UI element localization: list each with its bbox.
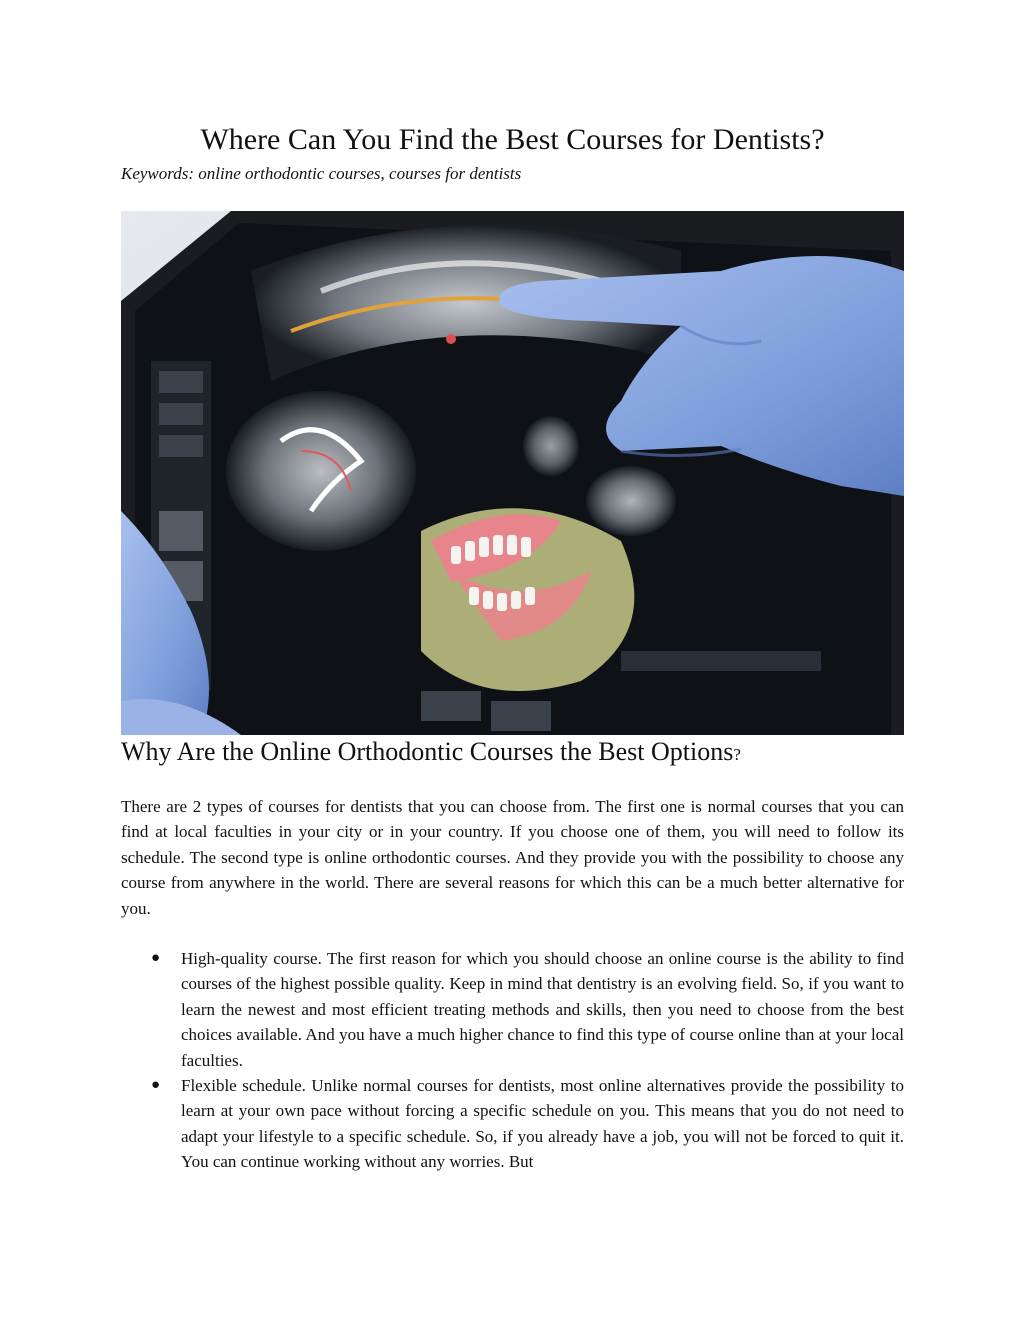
section-heading xyxy=(121,735,741,772)
list-item-text: High-quality course. The first reason for which you should choose an online course is the ability to find courses of the highest possible quality. Keep in mind that dentistry is an evolving field. So, if you want to learn the newest and most efficient treating methods and skills, then you need to choose from the best choices available. And you have a much higher chance to find this type of course online than at your local faculties. xyxy=(181,949,904,1070)
bullet-icon: ● xyxy=(151,950,161,966)
list-item xyxy=(121,1073,904,1175)
section-heading-mark: ? xyxy=(733,745,741,764)
intro-paragraph: There are 2 types of courses for dentists that you can choose from. The first one is normal courses that you can find at local faculties in your city or in your country. If you choose one of them, you will need to follow its schedule. The second type is online orthodontic courses. And they provide you with the possibility to choose any course from anywhere in the world. There are several reasons for which this can be a much better alternative for you. xyxy=(121,797,904,918)
hero-image xyxy=(121,211,904,735)
list-item-text: Flexible schedule. Unlike normal courses for dentists, most online alternatives provide the possibility to learn at your own pace without forcing a specific schedule on you. This means that you do not need to adapt your lifestyle to a specific schedule. So, if you already have a job, you will not be forced to quit it. You can continue working without any worries. But xyxy=(181,1076,904,1172)
bullet-list xyxy=(121,946,904,1175)
list-item xyxy=(121,946,904,1073)
keywords-line: Keywords: online orthodontic courses, courses for dentists xyxy=(121,164,522,183)
section-heading-text: Why Are the Online Orthodontic Courses the Best Options xyxy=(121,737,734,766)
bullet-icon: ● xyxy=(151,1077,161,1094)
document-title: Where Can You Find the Best Courses for Dentists? xyxy=(200,123,825,156)
